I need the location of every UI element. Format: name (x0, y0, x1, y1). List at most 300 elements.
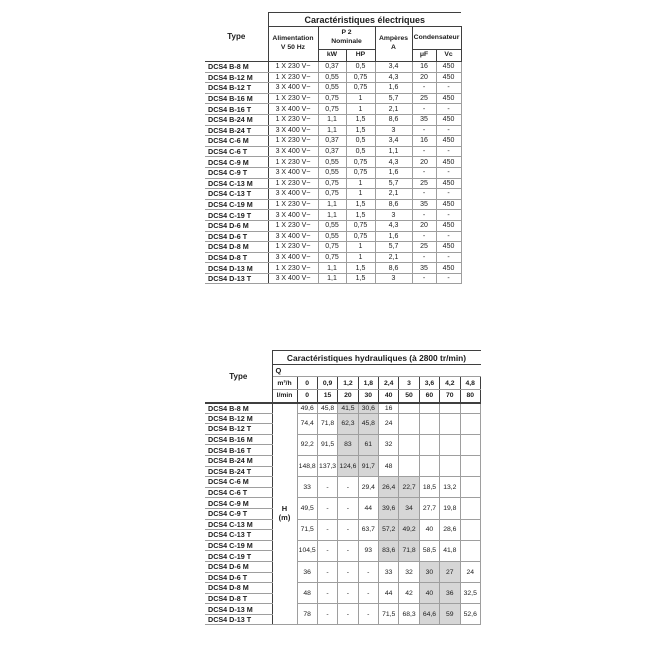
head-value-cell: 62,3 (338, 413, 358, 434)
data-cell: 450 (436, 220, 461, 231)
data-cell: 0,75 (318, 242, 346, 253)
head-value-cell: 59 (440, 604, 460, 625)
head-value-cell: 44 (379, 583, 399, 604)
data-cell: 3 X 400 V~ (268, 210, 318, 221)
supply-header-line2: V 50 Hz (280, 44, 306, 51)
head-value-cell: - (317, 477, 337, 498)
m3h-unit-label: m³/h (272, 377, 297, 390)
head-value-cell: 91,5 (317, 434, 337, 455)
head-value-cell: 29,4 (358, 477, 378, 498)
type-cell: DCS4 C-13 T (205, 530, 272, 541)
data-cell: 3 (375, 273, 412, 284)
data-cell: 0,55 (318, 83, 346, 94)
head-value-cell: - (358, 604, 378, 625)
data-cell: 0,75 (346, 83, 375, 94)
data-cell: 0,75 (318, 252, 346, 263)
data-cell: 1,1 (375, 146, 412, 157)
data-cell: - (436, 125, 461, 136)
data-cell: - (436, 146, 461, 157)
hydraulic-table-title: Caractéristiques hydrauliques (à 2800 tr/min) (272, 351, 481, 365)
data-cell: 0,75 (346, 157, 375, 168)
head-value-cell: - (338, 540, 358, 561)
data-cell: 3 X 400 V~ (268, 273, 318, 284)
head-value-cell (440, 403, 460, 414)
head-value-cell (399, 403, 419, 414)
data-cell: - (412, 104, 436, 115)
data-cell: - (436, 273, 461, 284)
flow-m3h-value-cell: 1,8 (358, 377, 378, 390)
head-value-cell (419, 403, 439, 414)
data-cell: 450 (436, 114, 461, 125)
head-value-cell: 40 (419, 583, 439, 604)
head-value-cell: 83,6 (379, 540, 399, 561)
type-cell: DCS4 D-8 M (205, 583, 272, 594)
data-cell: 450 (436, 263, 461, 274)
data-cell: 2,1 (375, 104, 412, 115)
flow-lmin-value-cell: 0 (297, 390, 317, 403)
head-value-cell: 30 (419, 561, 439, 582)
type-column-header: Type (205, 13, 268, 62)
data-cell: 1 (346, 178, 375, 189)
data-cell: 3 X 400 V~ (268, 146, 318, 157)
data-cell: 1 X 230 V~ (268, 62, 318, 73)
electrical-table-title: Caractéristiques électriques (268, 13, 461, 27)
data-cell: 35 (412, 263, 436, 274)
head-value-cell: 124,6 (338, 455, 358, 476)
head-unit-label (272, 403, 297, 625)
head-value-cell: 58,5 (419, 540, 439, 561)
head-value-cell: 44 (358, 498, 378, 519)
table-row (205, 263, 461, 274)
data-cell: 1 X 230 V~ (268, 136, 318, 147)
table-row (205, 540, 481, 551)
data-cell: 0,5 (346, 136, 375, 147)
type-cell: DCS4 B-16 M (205, 434, 272, 445)
type-cell: DCS4 D-8 T (205, 252, 268, 263)
data-cell: - (436, 210, 461, 221)
data-cell: - (412, 167, 436, 178)
head-value-cell: 71,5 (297, 519, 317, 540)
data-cell: 0,75 (318, 104, 346, 115)
head-value-cell: - (338, 561, 358, 582)
flow-lmin-value-cell: 20 (338, 390, 358, 403)
data-cell: 8,6 (375, 263, 412, 274)
data-cell: - (412, 146, 436, 157)
table-row (205, 178, 461, 189)
head-value-cell: - (358, 561, 378, 582)
type-cell: DCS4 C-6 M (205, 477, 272, 488)
type-cell: DCS4 D-8 T (205, 593, 272, 604)
type-cell: DCS4 C-6 T (205, 487, 272, 498)
data-cell: 4,3 (375, 72, 412, 83)
type-cell: DCS4 D-6 T (205, 231, 268, 242)
head-label-line1: H (281, 504, 288, 514)
head-value-cell: 68,3 (399, 604, 419, 625)
data-cell: 450 (436, 157, 461, 168)
table-row (205, 242, 461, 253)
table-row (205, 477, 481, 488)
hydraulic-table-body (205, 403, 481, 625)
flow-lmin-value-cell: 40 (379, 390, 399, 403)
table-row (205, 231, 461, 242)
flow-m3h-value-cell: 2,4 (379, 377, 399, 390)
table-row (205, 189, 461, 200)
type-cell: DCS4 B-24 T (205, 125, 268, 136)
type-cell: DCS4 C-9 M (205, 157, 268, 168)
head-value-cell: 32,5 (460, 583, 481, 604)
data-cell: 450 (436, 62, 461, 73)
data-cell: 4,3 (375, 220, 412, 231)
head-value-cell: 39,6 (379, 498, 399, 519)
head-value-cell (460, 455, 481, 476)
type-cell: DCS4 B-24 T (205, 466, 272, 477)
head-value-cell: 36 (297, 561, 317, 582)
head-value-cell: - (317, 604, 337, 625)
data-cell: 1,5 (346, 263, 375, 274)
kw-column-header: kW (318, 50, 346, 62)
data-cell: 16 (412, 136, 436, 147)
data-cell: 450 (436, 178, 461, 189)
type-cell: DCS4 D-13 T (205, 614, 272, 625)
data-cell: 0,55 (318, 167, 346, 178)
flow-m3h-value-cell: 3 (399, 377, 419, 390)
data-cell: 3 (375, 210, 412, 221)
data-cell: 5,7 (375, 178, 412, 189)
data-cell: 1 X 230 V~ (268, 178, 318, 189)
data-cell: 450 (436, 72, 461, 83)
data-cell: 0,75 (318, 178, 346, 189)
head-value-cell: 63,7 (358, 519, 378, 540)
head-value-cell (440, 455, 460, 476)
data-cell: 1 X 230 V~ (268, 157, 318, 168)
type-cell: DCS4 B-16 T (205, 104, 268, 115)
type-cell: DCS4 C-19 M (205, 540, 272, 551)
data-cell: 2,1 (375, 189, 412, 200)
head-value-cell: 22,7 (399, 477, 419, 498)
data-cell: 20 (412, 72, 436, 83)
head-value-cell (460, 519, 481, 540)
data-cell: 2,1 (375, 252, 412, 263)
flow-lmin-value-cell: 80 (460, 390, 481, 403)
head-value-cell: 93 (358, 540, 378, 561)
head-value-cell: 78 (297, 604, 317, 625)
table-row (205, 273, 461, 284)
table-row (205, 252, 461, 263)
head-value-cell: 45,8 (317, 403, 337, 414)
data-cell: 450 (436, 136, 461, 147)
table-row (205, 434, 481, 445)
table-row (205, 199, 461, 210)
table-row (205, 157, 461, 168)
data-cell: 0,75 (318, 93, 346, 104)
table-row (205, 72, 461, 83)
table-row (205, 583, 481, 594)
data-cell: 0,37 (318, 136, 346, 147)
data-cell: 8,6 (375, 199, 412, 210)
head-value-cell (419, 455, 439, 476)
table-row (205, 83, 461, 94)
data-cell: 450 (436, 199, 461, 210)
type-cell: DCS4 B-12 T (205, 424, 272, 435)
head-value-cell: 92,2 (297, 434, 317, 455)
data-cell: 1 X 230 V~ (268, 263, 318, 274)
head-value-cell: - (317, 583, 337, 604)
data-cell: 1,6 (375, 167, 412, 178)
lmin-unit-label: l/min (272, 390, 297, 403)
data-cell: 8,6 (375, 114, 412, 125)
table-row (205, 413, 481, 424)
data-cell: 3 X 400 V~ (268, 167, 318, 178)
data-cell: 16 (412, 62, 436, 73)
data-cell: 25 (412, 178, 436, 189)
data-cell: 3,4 (375, 62, 412, 73)
p2-column-header (318, 27, 375, 50)
head-value-cell: 40 (419, 519, 439, 540)
head-value-cell: - (317, 498, 337, 519)
vc-column-header: Vc (436, 50, 461, 62)
data-cell: 1 (346, 252, 375, 263)
table-row (205, 455, 481, 466)
supply-header-line1: Alimentation (272, 35, 314, 43)
head-value-cell (460, 498, 481, 519)
head-value-cell: 27 (440, 561, 460, 582)
amperes-column-header (375, 27, 412, 62)
head-value-cell: 36 (440, 583, 460, 604)
table-row (205, 403, 481, 414)
data-cell: 1,6 (375, 83, 412, 94)
table-row (205, 561, 481, 572)
table-row (205, 93, 461, 104)
head-label-line2: (m) (278, 512, 291, 522)
data-cell: 450 (436, 242, 461, 253)
data-cell: 1 X 230 V~ (268, 242, 318, 253)
flow-lmin-value-cell: 70 (440, 390, 460, 403)
table-row (205, 210, 461, 221)
type-cell: DCS4 C-13 T (205, 189, 268, 200)
type-cell: DCS4 D-13 M (205, 604, 272, 615)
data-cell: 35 (412, 199, 436, 210)
head-value-cell: 48 (297, 583, 317, 604)
data-cell: 0,75 (318, 189, 346, 200)
flow-m3h-value-cell: 4,2 (440, 377, 460, 390)
type-cell: DCS4 C-6 M (205, 136, 268, 147)
data-cell: 0,5 (346, 146, 375, 157)
table-row (205, 220, 461, 231)
type-cell: DCS4 B-12 M (205, 72, 268, 83)
type-cell: DCS4 B-12 T (205, 83, 268, 94)
head-value-cell: 41,8 (440, 540, 460, 561)
table-header-row (205, 13, 461, 27)
flow-lmin-value-cell: 60 (419, 390, 439, 403)
type-cell: DCS4 C-19 M (205, 199, 268, 210)
head-value-cell: - (338, 583, 358, 604)
data-cell: 1 X 230 V~ (268, 199, 318, 210)
flow-m3h-value-cell: 3,6 (419, 377, 439, 390)
head-value-cell: 42 (399, 583, 419, 604)
head-value-cell: 16 (379, 403, 399, 414)
table-row (205, 136, 461, 147)
table-row (205, 604, 481, 615)
data-cell: 1,1 (318, 273, 346, 284)
p2-header-line1: P 2 (341, 29, 352, 37)
type-cell: DCS4 C-9 M (205, 498, 272, 509)
head-value-cell: 19,8 (440, 498, 460, 519)
head-value-cell: 83 (338, 434, 358, 455)
head-value-cell: 32 (399, 561, 419, 582)
data-cell: 1 X 230 V~ (268, 114, 318, 125)
head-value-cell: 74,4 (297, 413, 317, 434)
data-cell: 1 (346, 189, 375, 200)
data-cell: 0,37 (318, 62, 346, 73)
table-row (205, 519, 481, 530)
head-value-cell: 24 (379, 413, 399, 434)
data-cell: 5,7 (375, 93, 412, 104)
head-value-cell: 52,6 (460, 604, 481, 625)
data-cell: 1,1 (318, 199, 346, 210)
data-cell: 1 (346, 104, 375, 115)
flow-label: Q (272, 365, 481, 377)
data-cell: 3 X 400 V~ (268, 189, 318, 200)
data-cell: 3,4 (375, 136, 412, 147)
type-cell: DCS4 C-9 T (205, 508, 272, 519)
type-cell: DCS4 C-13 M (205, 519, 272, 530)
flow-lmin-value-cell: 50 (399, 390, 419, 403)
table-row (205, 104, 461, 115)
data-cell: - (412, 83, 436, 94)
type-cell: DCS4 C-6 T (205, 146, 268, 157)
head-value-cell: - (317, 519, 337, 540)
type-cell: DCS4 C-19 T (205, 551, 272, 562)
flow-lmin-value-cell: 30 (358, 390, 378, 403)
head-value-cell: 71,5 (379, 604, 399, 625)
data-cell: 1,1 (318, 114, 346, 125)
uf-column-header: μF (412, 50, 436, 62)
data-cell: 20 (412, 157, 436, 168)
data-cell: 0,55 (318, 220, 346, 231)
data-cell: 25 (412, 93, 436, 104)
data-cell: 0,75 (346, 220, 375, 231)
data-cell: 3 X 400 V~ (268, 104, 318, 115)
head-value-cell: 33 (379, 561, 399, 582)
flow-m3h-value-cell: 0 (297, 377, 317, 390)
head-value-cell (460, 403, 481, 414)
data-cell: 0,5 (346, 62, 375, 73)
electrical-table-body (205, 62, 461, 284)
supply-column-header (268, 27, 318, 62)
flow-m3h-value-cell: 0,9 (317, 377, 337, 390)
data-cell: 3 X 400 V~ (268, 252, 318, 263)
head-value-cell: 64,6 (419, 604, 439, 625)
capacitor-column-header: Condensateur (412, 27, 461, 50)
head-value-cell: - (358, 583, 378, 604)
data-cell: 0,75 (346, 167, 375, 178)
table-row (205, 167, 461, 178)
data-cell: - (412, 125, 436, 136)
head-value-cell (460, 477, 481, 498)
data-cell: - (412, 231, 436, 242)
type-cell: DCS4 B-16 T (205, 445, 272, 456)
data-cell: 25 (412, 242, 436, 253)
head-value-cell: 26,4 (379, 477, 399, 498)
head-value-cell (440, 413, 460, 434)
data-cell: 0,55 (318, 157, 346, 168)
head-value-cell: 49,6 (297, 403, 317, 414)
type-cell: DCS4 D-13 M (205, 263, 268, 274)
type-cell: DCS4 D-6 T (205, 572, 272, 583)
data-cell: 1,1 (318, 210, 346, 221)
data-cell: 3 X 400 V~ (268, 83, 318, 94)
amperes-header-line2: A (391, 44, 396, 51)
head-value-cell: 32 (379, 434, 399, 455)
head-value-cell: 71,8 (317, 413, 337, 434)
type-column-header: Type (205, 351, 272, 403)
head-value-cell: 18,5 (419, 477, 439, 498)
type-cell: DCS4 B-8 M (205, 403, 272, 414)
data-cell: 1,5 (346, 273, 375, 284)
head-value-cell: 24 (460, 561, 481, 582)
data-cell: 1,1 (318, 125, 346, 136)
head-value-cell: - (317, 561, 337, 582)
head-value-cell: - (338, 604, 358, 625)
type-cell: DCS4 C-9 T (205, 167, 268, 178)
head-value-cell (460, 434, 481, 455)
head-value-cell: 91,7 (358, 455, 378, 476)
type-cell: DCS4 B-8 M (205, 62, 268, 73)
table-row (205, 114, 461, 125)
data-cell: - (436, 83, 461, 94)
head-value-cell (440, 434, 460, 455)
flow-m3h-value-cell: 4,8 (460, 377, 481, 390)
flow-m3h-value-cell: 1,2 (338, 377, 358, 390)
data-cell: 0,75 (346, 72, 375, 83)
head-value-cell: 45,8 (358, 413, 378, 434)
head-value-cell: 148,8 (297, 455, 317, 476)
data-cell: 1,6 (375, 231, 412, 242)
head-value-cell (399, 434, 419, 455)
data-cell: 35 (412, 114, 436, 125)
flow-lmin-value-cell: 15 (317, 390, 337, 403)
data-cell: 3 X 400 V~ (268, 125, 318, 136)
data-cell: 1 X 230 V~ (268, 93, 318, 104)
data-cell: 0,55 (318, 231, 346, 242)
data-cell: - (412, 189, 436, 200)
data-cell: 1,5 (346, 114, 375, 125)
head-value-cell: 13,2 (440, 477, 460, 498)
data-cell: 1 X 230 V~ (268, 220, 318, 231)
type-cell: DCS4 C-19 T (205, 210, 268, 221)
data-cell: 1 (346, 242, 375, 253)
data-cell: 3 (375, 125, 412, 136)
table-row (205, 146, 461, 157)
head-value-cell (419, 413, 439, 434)
data-cell: - (436, 231, 461, 242)
data-cell: 1 (346, 93, 375, 104)
data-cell: 20 (412, 220, 436, 231)
electrical-characteristics-table (205, 12, 462, 284)
head-value-cell (399, 455, 419, 476)
data-cell: - (412, 210, 436, 221)
table-row (205, 62, 461, 73)
head-value-cell: 28,6 (440, 519, 460, 540)
data-cell: - (436, 104, 461, 115)
data-cell: 0,55 (318, 72, 346, 83)
head-value-cell: 27,7 (419, 498, 439, 519)
amperes-header-line1: Ampères (378, 35, 409, 43)
data-cell: 0,37 (318, 146, 346, 157)
head-value-cell: 61 (358, 434, 378, 455)
head-value-cell: 57,2 (379, 519, 399, 540)
hydraulic-characteristics-table (205, 350, 481, 625)
